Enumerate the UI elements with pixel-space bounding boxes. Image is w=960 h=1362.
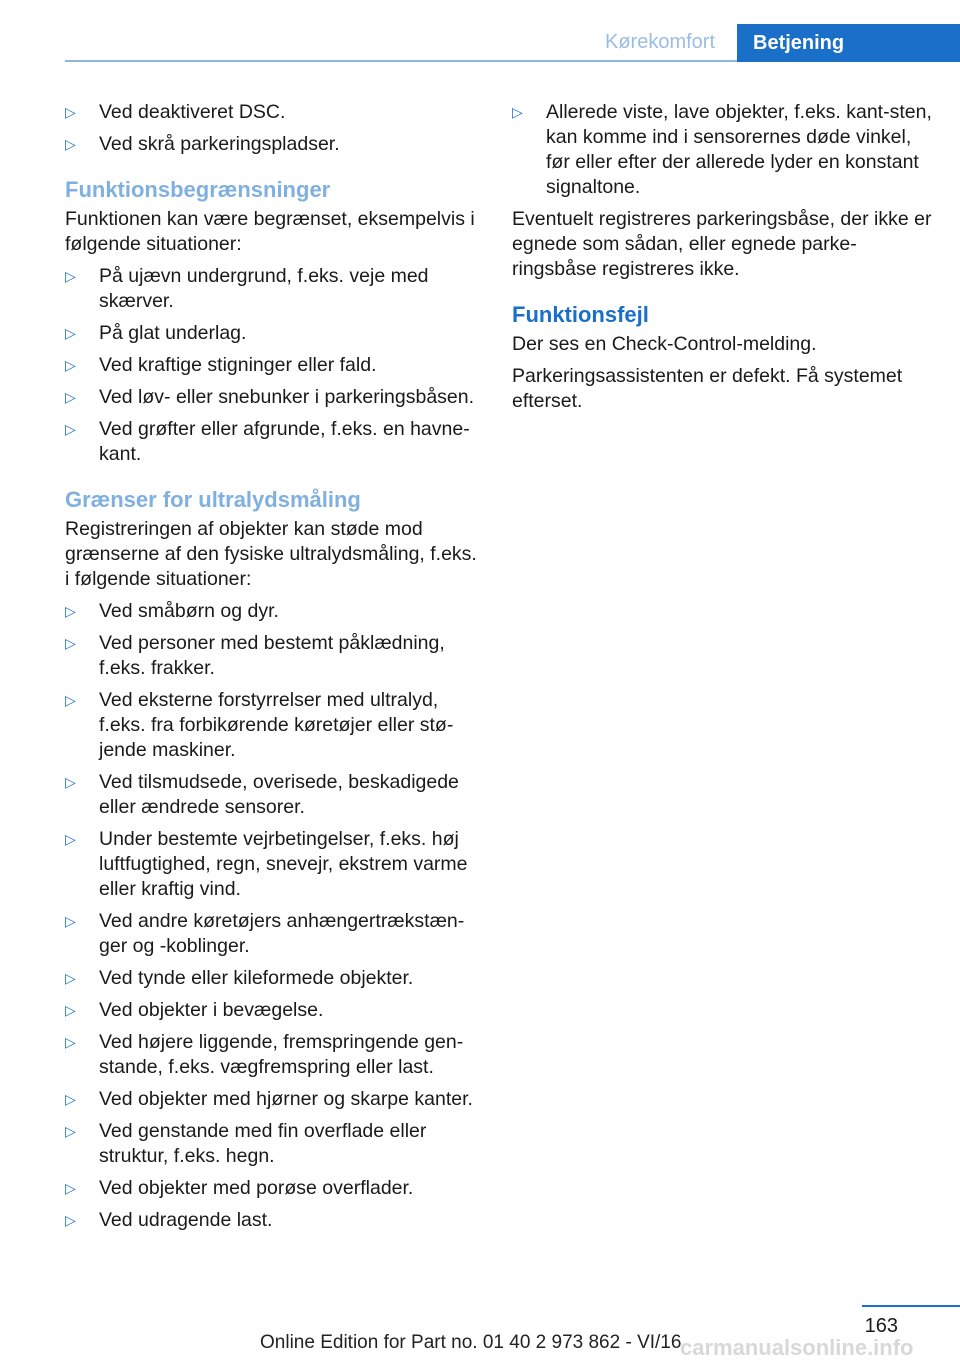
section-title-ultrasound: Grænser for ultralydsmåling [65, 487, 361, 512]
list-item [65, 770, 485, 820]
ultrasound-list [65, 599, 485, 1233]
list-item [65, 966, 485, 991]
bullet-triangle-icon: ▷ [65, 1091, 76, 1107]
watermark: carmanualsonline.info [680, 1335, 914, 1360]
list-item-text: Ved småbørn og dyr. [99, 600, 279, 622]
list-item-text: Ved personer med bestemt påklædning, f.eks. frakker. [99, 632, 445, 679]
bullet-triangle-icon: ▷ [65, 1212, 76, 1228]
list-item [65, 631, 485, 681]
bullet-triangle-icon: ▷ [65, 389, 76, 405]
tab-section[interactable]: Kørekomfort [604, 31, 716, 53]
bullet-triangle-icon: ▷ [65, 913, 76, 929]
bullet-triangle-icon: ▷ [65, 635, 76, 651]
list-item [65, 599, 485, 624]
bullet-triangle-icon: ▷ [65, 603, 76, 619]
list-item-text: På ujævn undergrund, f.eks. veje med skærver. [99, 265, 429, 312]
list-item-text: Ved andre køretøjers anhængertrækstæn‐ger og -koblinger. [99, 910, 465, 957]
list-item-text: Ved objekter med porøse overflader. [99, 1177, 414, 1199]
bullet-triangle-icon: ▷ [65, 1180, 76, 1196]
parking-space-note: Eventuelt registreres parkeringsbåse, der ikke er egnede som sådan, eller egnede parke‐ringsbåse registreres ikke. [512, 208, 932, 280]
list-item-text: Ved tynde eller kileformede objekter. [99, 967, 414, 989]
bullet-triangle-icon: ▷ [65, 1034, 76, 1050]
list-item-text: Ved objekter med hjørner og skarpe kanter. [99, 1088, 473, 1110]
list-item [65, 998, 485, 1023]
list-item [65, 264, 485, 314]
list-item-text: Ved deaktiveret DSC. [99, 101, 286, 123]
bullet-triangle-icon: ▷ [65, 831, 76, 847]
list-item [65, 417, 485, 467]
section-title-malfunction: Funktionsfejl [512, 302, 649, 327]
page-number: 163 [864, 1315, 898, 1337]
left-column [65, 100, 485, 1240]
bullet-triangle-icon: ▷ [65, 774, 76, 790]
list-item-text: Under bestemte vejrbetingelser, f.eks. høj luftfugtighed, regn, snevejr, ekstrem varme eller kraftig vind. [99, 828, 468, 900]
bullet-triangle-icon: ▷ [65, 692, 76, 708]
bullet-triangle-icon: ▷ [65, 357, 76, 373]
list-item [65, 1176, 485, 1201]
bullet-triangle-icon: ▷ [65, 104, 76, 120]
list-item [65, 1030, 485, 1080]
tab-chapter[interactable]: Betjening [737, 24, 960, 62]
list-item-text: Ved udragende last. [99, 1209, 273, 1231]
list-item-text: Ved løv- eller snebunker i parkeringsbåsen. [99, 386, 475, 408]
list-item [65, 353, 485, 378]
list-item [65, 909, 485, 959]
bullet-triangle-icon: ▷ [65, 325, 76, 341]
list-item-text: På glat underlag. [99, 322, 247, 344]
bullet-triangle-icon: ▷ [65, 970, 76, 986]
bullet-triangle-icon: ▷ [65, 268, 76, 284]
intro-list [65, 100, 485, 157]
list-item-text: Ved eksterne forstyrrelser med ultralyd, f.eks. fra forbikørende køretøjer eller stø‐jende maskiner. [99, 689, 454, 761]
list-item-text: Allerede viste, lave objekter, f.eks. kant‐sten, kan komme ind i sensorernes døde vinkel, før eller efter der allerede lyder en konstant signaltone. [546, 101, 932, 198]
section-title-limits: Funktionsbegrænsninger [65, 177, 331, 202]
edition-text: Online Edition for Part no. 01 40 2 973 862 - VI/16 [260, 1332, 682, 1353]
list-item [65, 688, 485, 763]
list-item [65, 132, 485, 157]
right-column [512, 100, 932, 421]
list-item-text: Ved højere liggende, fremspringende gen‐stande, f.eks. vægfremspring eller last. [99, 1031, 464, 1078]
list-item-text: Ved grøfter eller afgrunde, f.eks. en havne‐kant. [99, 418, 470, 465]
list-item [512, 100, 932, 200]
malfunction-text-2: Parkeringsassistenten er defekt. Få systemet efterset. [512, 365, 903, 412]
footer-rule [862, 1305, 960, 1307]
bullet-triangle-icon: ▷ [65, 136, 76, 152]
bullet-triangle-icon: ▷ [65, 1002, 76, 1018]
list-item [65, 100, 485, 125]
list-item-text: Ved skrå parkeringspladser. [99, 133, 340, 155]
malfunction-text-1: Der ses en Check-Control-melding. [512, 333, 817, 355]
section-intro-ultrasound: Registreringen af objekter kan støde mod grænserne af den fysiske ultralydsmåling, f.eks. i følgende situationer: [65, 518, 477, 590]
list-item-text: Ved genstande med fin overflade eller struktur, f.eks. hegn. [99, 1120, 427, 1167]
right-list [512, 100, 932, 200]
list-item-text: Ved kraftige stigninger eller fald. [99, 354, 377, 376]
list-item [65, 321, 485, 346]
list-item-text: Ved tilsmudsede, overisede, beskadigede eller ændrede sensorer. [99, 771, 459, 818]
list-item [65, 385, 485, 410]
list-item [65, 827, 485, 902]
limits-list [65, 264, 485, 467]
list-item [65, 1087, 485, 1112]
section-intro-limits: Funktionen kan være begrænset, eksempelvis i følgende situationer: [65, 208, 475, 255]
list-item [65, 1119, 485, 1169]
list-item-text: Ved objekter i bevægelse. [99, 999, 324, 1021]
bullet-triangle-icon: ▷ [512, 104, 523, 120]
bullet-triangle-icon: ▷ [65, 1123, 76, 1139]
bullet-triangle-icon: ▷ [65, 421, 76, 437]
list-item [65, 1208, 485, 1233]
